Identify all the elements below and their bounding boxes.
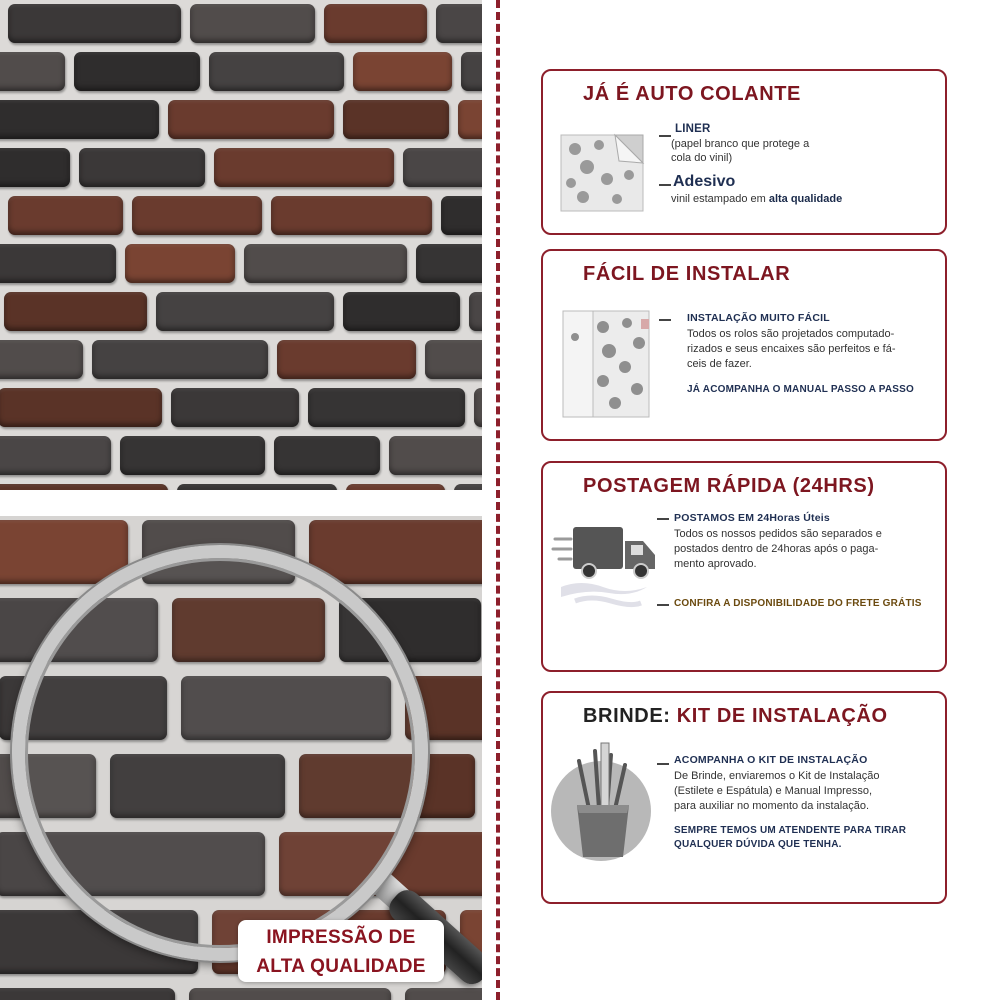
freight-pointer <box>657 604 669 606</box>
card-title: POSTAGEM RÁPIDA (24HRS) <box>583 475 875 497</box>
brick <box>343 292 461 331</box>
wallpaper-roll-icon <box>557 307 653 423</box>
free-shipping-note: CONFIRA A DISPONIBILIDADE DO FRETE GRÁTIS <box>674 598 922 609</box>
brick <box>274 436 380 475</box>
install-body-2: rizados e seus encaixes são perfeitos e fá- <box>687 343 896 355</box>
adesivo-desc-bold: alta qualidade <box>768 193 843 205</box>
liner-desc-2: cola do vinil) <box>671 152 733 164</box>
brick <box>74 52 200 91</box>
brick <box>324 4 427 43</box>
photo-separator <box>0 490 482 516</box>
brick <box>469 292 482 331</box>
shipping-body-3: mento aprovado. <box>674 558 757 570</box>
vinyl-sheet-icon <box>557 131 653 215</box>
brick <box>0 520 128 584</box>
brick <box>8 196 123 235</box>
kit-body-2: (Estilete e Espátula) e Manual Impresso, <box>674 785 873 797</box>
quality-badge-line-2: ALTA QUALIDADE <box>256 956 426 977</box>
brick <box>474 388 482 427</box>
product-photo-panel <box>0 0 482 1000</box>
card-title-dark: BRINDE: <box>583 705 671 727</box>
shipping-body-1: Todos os nossos pedidos são separados e <box>674 528 882 540</box>
feature-card-fast-shipping <box>541 461 947 672</box>
tool-cup-icon <box>549 739 659 869</box>
brick <box>244 244 407 283</box>
brick <box>0 388 162 427</box>
brick <box>405 988 482 1000</box>
brick <box>125 244 235 283</box>
delivery-truck-icon <box>551 521 661 611</box>
brick <box>92 340 268 379</box>
brick <box>436 4 482 43</box>
install-footer: JÁ ACOMPANHA O MANUAL PASSO A PASSO <box>687 384 915 395</box>
brick <box>271 196 432 235</box>
brick <box>79 148 205 187</box>
brick <box>0 988 175 1000</box>
kit-footer-1: SEMPRE TEMOS UM ATENDENTE PARA TIRAR <box>674 825 907 836</box>
shipping-heading: POSTAMOS EM 24Horas Úteis <box>674 512 830 524</box>
brick <box>0 436 111 475</box>
install-body-1: Todos os rolos são projetados computado- <box>687 328 895 340</box>
feature-card-self-adhesive <box>541 69 947 235</box>
brick <box>0 52 65 91</box>
dashed-divider <box>496 0 500 1000</box>
card-title <box>583 705 888 728</box>
feature-card-easy-install <box>541 249 947 441</box>
brick <box>8 4 181 43</box>
brick <box>416 244 482 283</box>
liner-pointer <box>659 135 671 137</box>
card-title: JÁ É AUTO COLANTE <box>583 83 801 105</box>
brick <box>425 340 482 379</box>
brick <box>214 148 394 187</box>
adesivo-desc-plain: vinil estampado em <box>671 193 769 205</box>
adesivo-pointer <box>659 184 671 186</box>
liner-label: LINER <box>675 123 711 135</box>
brick <box>353 52 452 91</box>
magnifier-glass-icon <box>12 545 428 961</box>
brick <box>0 148 70 187</box>
brick <box>171 388 299 427</box>
brick <box>0 244 116 283</box>
card-title-red: KIT DE INSTALAÇÃO <box>676 705 888 727</box>
install-heading: INSTALAÇÃO MUITO FÁCIL <box>687 312 830 324</box>
brick <box>343 100 450 139</box>
kit-pointer <box>657 763 669 765</box>
feature-card-gift-kit <box>541 691 947 904</box>
brick <box>308 388 465 427</box>
brick <box>309 520 482 584</box>
brick <box>0 340 83 379</box>
brick <box>189 988 390 1000</box>
install-pointer <box>659 319 671 321</box>
brick <box>209 52 344 91</box>
adesivo-label: Adesivo <box>673 173 736 190</box>
brick-wall-photo <box>0 0 482 490</box>
brick <box>156 292 334 331</box>
card-title: FÁCIL DE INSTALAR <box>583 263 791 285</box>
kit-footer-2: QUALQUER DÚVIDA QUE TENHA. <box>674 839 842 850</box>
liner-desc-1: (papel branco que protege a <box>671 138 810 150</box>
brick <box>461 52 482 91</box>
brick <box>458 100 482 139</box>
shipping-pointer <box>657 518 669 520</box>
kit-body-3: para auxiliar no momento da instalação. <box>674 800 870 812</box>
shipping-body-2: postados dentro de 24horas após o paga- <box>674 543 879 555</box>
brick <box>441 196 482 235</box>
install-body-3: ceis de fazer. <box>687 358 752 370</box>
kit-heading: ACOMPANHA O KIT DE INSTALAÇÃO <box>674 754 868 766</box>
brick <box>403 148 482 187</box>
brick <box>4 292 147 331</box>
brick <box>120 436 265 475</box>
quality-badge <box>238 920 444 982</box>
brick <box>0 100 159 139</box>
brick <box>132 196 262 235</box>
brick <box>277 340 415 379</box>
brick <box>190 4 315 43</box>
brick <box>389 436 482 475</box>
adesivo-desc <box>671 192 842 207</box>
quality-badge-line-1: IMPRESSÃO DE <box>266 927 416 948</box>
kit-body-1: De Brinde, enviaremos o Kit de Instalação <box>674 770 880 782</box>
brick <box>168 100 333 139</box>
